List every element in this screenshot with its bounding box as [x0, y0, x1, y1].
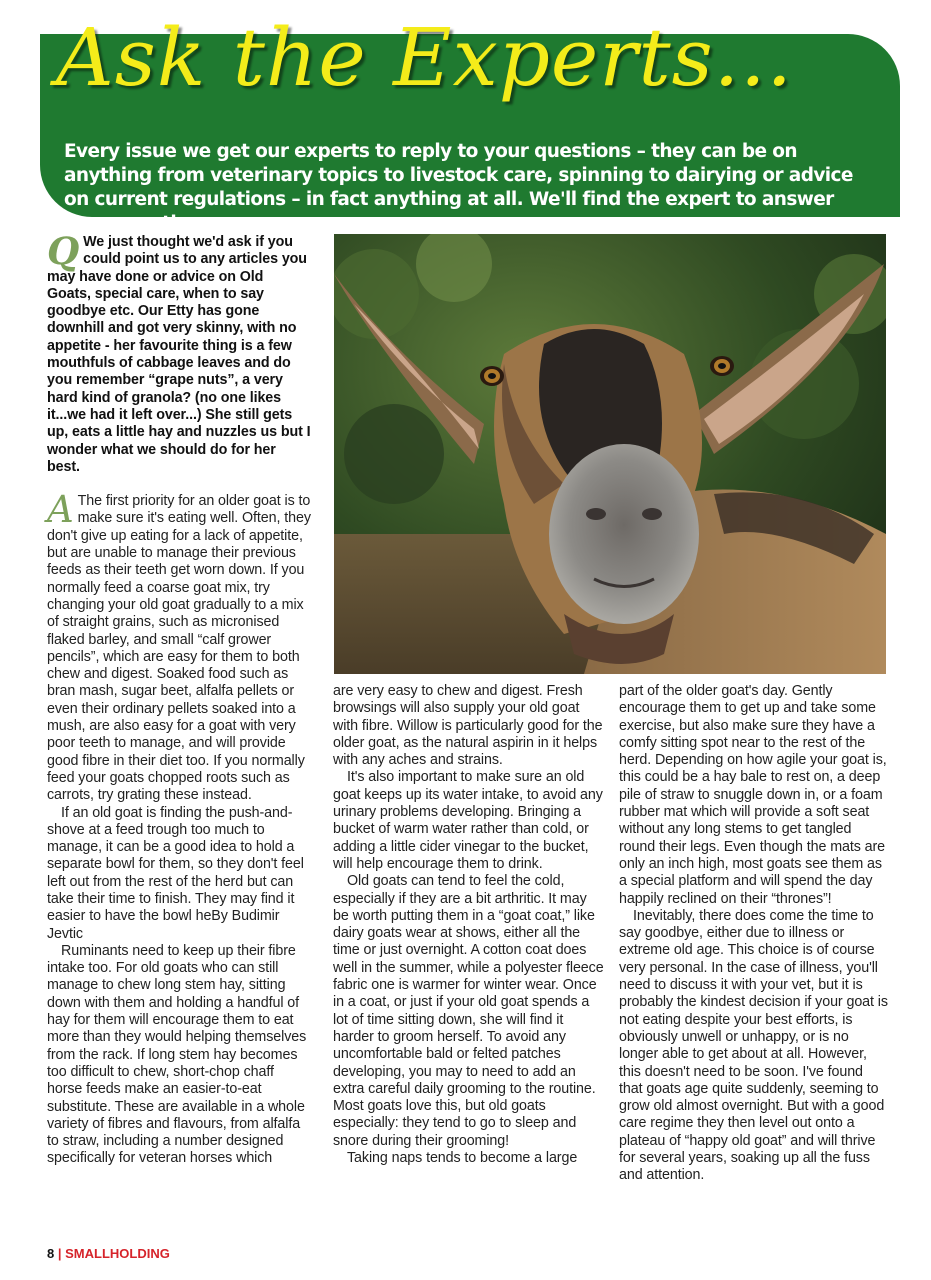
answer-text-1: The first priority for an older goat is to make sure it's eating well. Often, they don't give up eating for a lack of appetite, but are unable to manage their previous feeds as their teeth get worn down. If you normally feed a coarse goat mix, try changing your old goat gradually to a mix of straight grains, such as micronised flaked barley, and small “calf grower pencils”, which are easy for them to both chew and digest. Soaked food such as bran mash, sugar beet, alfalfa pellets or even their ordinary pellets soaked into a mush, are also easy for a goat with very poor teeth to manage, and will provide good fibre in their diet too. If you normally feed your goats chopped roots such as carrots, try grating these instead.: [47, 493, 311, 804]
question-text: We just thought we'd ask if you could point us to any articles you may have done or advice on Old Goats, special care, when to say goodbye etc. Our Etty has gone downhill and got very skinny, with no appetite - her favourite thing is a few mouthfuls of cabbage leaves and do you remember “grape nuts”, a very hard kind of granola? (no one likes it...we had it left over...) She still gets up, eats a little hay and nuzzles us but I wonder what we should do for her best.: [47, 234, 311, 475]
answer-paragraph-5: It's also important to make sure an old goat keeps up its water intake, to avoid any urinary problems developing. Bringing a bucket of warm water rather than cold, or adding a little cider vinegar to the bucket, will help encourage them to drink.: [333, 769, 603, 872]
answer-paragraph-6: Old goats can tend to feel the cold, especially if they are a bit arthritic. It may be worth putting them in a “goat coat,” like dairy goats wear at shows, either all the time or just overnight. A cotton coat does well in the summer, while a polyester fleece fabric one is warmer for winter wear. Once in a coat, or just if your old goat spends a lot of time sitting down, she will find it harder to groom herself. To avoid any uncomfortable bald or felted patches developing, you may to need to add an extra careful daily grooming to the routine. Most goats love this, but old goats especially: they tend to go to sleep and snore during their grooming!: [333, 873, 604, 1149]
answer-paragraph-7: Taking naps tends to become a large: [347, 1150, 578, 1167]
magazine-name: SMALLHOLDING: [65, 1246, 170, 1261]
question-paragraph: [47, 229, 311, 476]
answer-paragraph-9: Inevitably, there does come the time to say goodbye, either due to illness or extreme old age. This choice is of course very personal. In the case of illness, you'll need to discuss it with your vet, but it is probably the kindest decision if your goat is not eating despite your best efforts, is obviously unwell or unhappy, or is no longer able to get about at all. However, this doesn't need to be soon. I've found that goats age quite suddenly, seeming to grow old almost overnight. But with a good care regime they then level out onto a plateau of “happy old goat” and will thrive for several years, soaking up all the fuss and attention.: [619, 907, 888, 1184]
page-title: Ask the Experts...: [56, 11, 793, 104]
column-1: [47, 229, 311, 1168]
page-footer: [47, 1246, 170, 1261]
answer-paragraph-1: [47, 488, 311, 804]
footer-separator: |: [57, 1246, 62, 1261]
column-2: [333, 683, 604, 1167]
page-number: 8: [47, 1246, 55, 1261]
answer-paragraph-3: Ruminants need to keep up their fibre intake too. For old goats who can still manage to chew long stem hay, sitting down with them and holding a handful of hay for them will encourage them to eat more than they would helping themselves from the rack. If long stem hay becomes too difficult to chew, short-chop chaff horse feeds make an easier-to-eat substitute. These are available in a whole variety of fibres and flavours, from alfalfa to straw, including a number designed specifically for veteran horses which: [47, 942, 307, 1167]
answer-paragraph-2: If an old goat is finding the push-and-shove at a feed trough too much to manage, it can be a good idea to hold a separate bowl for them, so they don't feel left out from the rest of the herd but can take their time to finish. They may find it easier to have the bowl heBy Budimir Jevtic: [47, 804, 304, 942]
column-3: [619, 683, 889, 1185]
question-marker: Q: [47, 229, 80, 273]
answer-paragraph-4: are very easy to chew and digest. Fresh browsings will also supply your old goat with fibre. Willow is particularly good for the older goat, as the natural aspirin in it helps with any aches and strains.: [333, 683, 603, 769]
intro-text: Every issue we get our experts to reply to your questions – they can be on anything from veterinary topics to livestock care, spinning to dairying or advice on current regulations – in fact anything at all. We'll find the expert to answer your question.: [64, 141, 853, 234]
answer-paragraph-8: part of the older goat's day. Gently encourage them to get up and take some exercise, but also make sure they have a comfy sitting spot near to the rest of the herd. Depending on how agile your goat is, this could be a hay bale to rest on, a deep pile of straw to snuggle down in, or a foam rubber mat which will provide a soft seat without any long stems to get tangled round their legs. Even though the mats are only an inch high, most goats see them as a special platform and will spend the day happily reclined on their “thrones”!: [619, 683, 887, 907]
goat-photo: [334, 234, 886, 674]
answer-marker: A: [47, 488, 74, 532]
